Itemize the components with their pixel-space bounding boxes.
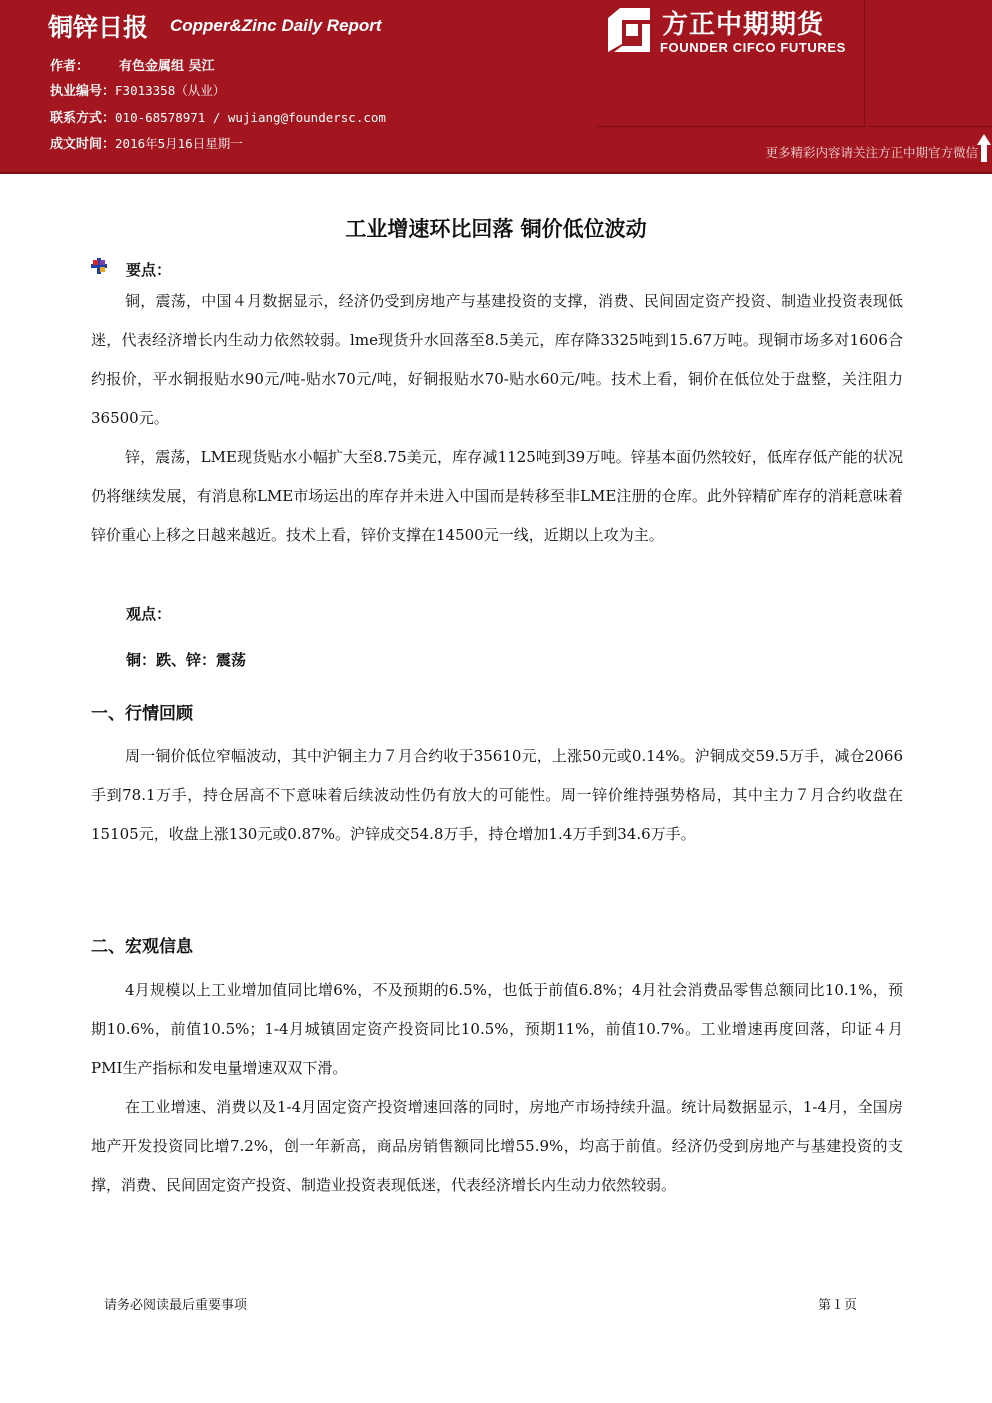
logo-en-text: FOUNDER CIFCO FUTURES xyxy=(660,40,846,55)
follow-wechat-text: 更多精彩内容请关注方正中期官方微信 xyxy=(765,145,978,160)
view-text: 铜：跌、锌：震荡 xyxy=(126,651,247,669)
up-arrow-icon xyxy=(976,133,992,163)
meta-license xyxy=(50,80,225,99)
report-header xyxy=(0,0,992,174)
view-label: 观点： xyxy=(126,605,172,623)
meta-author xyxy=(50,55,215,74)
key-points-label: 要点： xyxy=(126,261,172,279)
meta-license-key: 执业编号： xyxy=(50,84,116,99)
section-market-review-heading: 一、行情回顾 xyxy=(91,704,193,724)
document-title: 工业增速环比回落 铜价低位波动 xyxy=(345,217,647,241)
footer-page-number: 第１页 xyxy=(818,1298,858,1313)
footer-notice: 请务必阅读最后重要事项 xyxy=(104,1298,248,1313)
macro-paragraph-2: 在工业增速、消费以及1-4月固定资产投资增速回落的同时，房地产市场持续升温。统计局数据显示，1-4月，全国房地产开发投资同比增7.2%，创一年新高，商品房销售额同比增55.9%，均高于前值。经济仍受到房地产与基建投资的支撑，消费、民间固定资产投资、制造业投资表现低迷，代表经济增长内生动力依然较弱。 xyxy=(91,1098,903,1194)
meta-author-value: 有色金属组 吴江 xyxy=(119,59,215,74)
key-point-zinc: 锌，震荡，LME现货贴水小幅扩大至8.75美元，库存减1125吨到39万吨。锌基本面仍然较好，低库存低产能的状况仍将继续发展，有消息称LME市场运出的库存并未进入中国而是转移至非LME注册的仓库。此外锌精矿库存的消耗意味着锌价重心上移之日越来越近。技术上看，锌价支撑在14500元一线，近期以上攻为主。 xyxy=(91,448,903,544)
founder-logo-icon xyxy=(604,6,652,54)
meta-license-value: F3013358（从业） xyxy=(115,83,226,98)
key-point-copper: 铜，震荡，中国４月数据显示，经济仍受到房地产与基建投资的支撑，消费、民间固定资产投资、制造业投资表现低迷，代表经济增长内生动力依然较弱。lme现货升水回落至8.5美元，库存降3325吨到15.67万吨。现铜市场多对1606合约报价，平水铜报贴水90元/吨-贴水70元/吨，好铜报贴水70-贴水60元/吨。技术上看，铜价在低位处于盘整，关注阻力36500元。 xyxy=(91,292,903,427)
meta-date-value: 2016年5月16日星期一 xyxy=(115,136,243,151)
meta-contact-value: 010-68578971 / wujiang@foundersc.com xyxy=(115,110,386,125)
report-subtitle: Copper&Zinc Daily Report xyxy=(170,16,382,35)
meta-contact xyxy=(50,107,386,126)
report-title: 铜锌日报 xyxy=(48,13,149,42)
meta-contact-key: 联系方式： xyxy=(50,111,116,126)
section-macro-heading: 二、宏观信息 xyxy=(91,937,193,957)
meta-date-key: 成文时间： xyxy=(50,137,116,152)
meta-author-key: 作者： xyxy=(50,59,90,74)
logo-area xyxy=(596,0,992,127)
market-review-paragraph: 周一铜价低位窄幅波动，其中沪铜主力７月合约收于35610元，上涨50元或0.14%。沪铜成交59.5万手，减仓2066手到78.1万手，持仓居高不下意味着后续波动性仍有放大的可能性。周一锌价维持强势格局，其中主力７月合约收盘在15105元，收盘上涨130元或0.87%。沪锌成交54.8万手，持仓增加1.4万手到34.6万手。 xyxy=(91,747,903,843)
bullet-icon xyxy=(91,258,107,274)
logo-cn-text: 方正中期期货 xyxy=(662,10,825,40)
logo-divider xyxy=(864,0,865,126)
macro-paragraph-1: 4月规模以上工业增加值同比增6%，不及预期的6.5%，也低于前值6.8%；4月社会消费品零售总额同比10.1%，预期10.6%，前值10.5%；1-4月城镇固定资产投资同比10.5%，预期11%，前值10.7%。工业增速再度回落，印证４月PMI生产指标和发电量增速双双下滑。 xyxy=(91,981,903,1077)
meta-date xyxy=(50,133,243,152)
